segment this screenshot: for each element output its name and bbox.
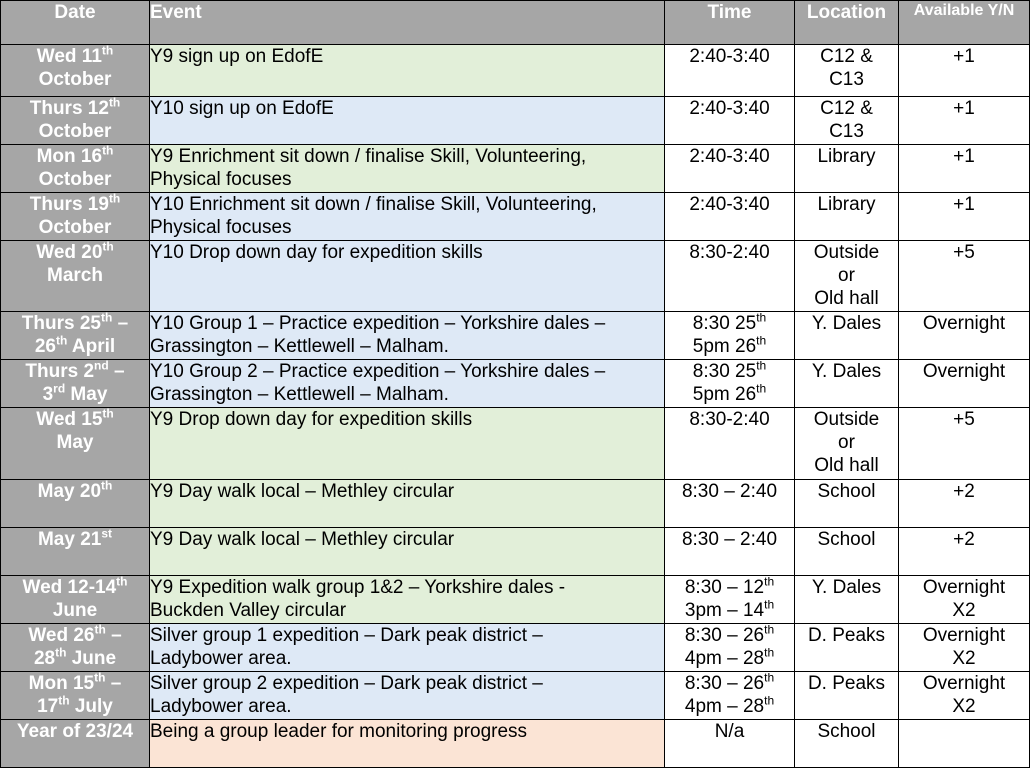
date-line: Wed 15th [36, 407, 114, 430]
date-line: October [38, 169, 112, 190]
date-line: March [47, 265, 103, 286]
date-cell [1, 312, 150, 360]
location-line: Y. Dales [811, 577, 882, 598]
time-line: 8:30-2:40 [689, 242, 770, 263]
event-cell [150, 312, 665, 360]
time-cell [665, 720, 795, 768]
available-cell [899, 312, 1030, 360]
time-cell [665, 408, 795, 480]
location-line: or [838, 432, 855, 453]
event-line: Grassington – Kettlewell – Malham. [150, 384, 449, 405]
date-cell [1, 624, 150, 672]
location-cell [795, 672, 899, 720]
available-line: +2 [953, 529, 975, 550]
available-line: +2 [953, 481, 975, 502]
time-line: 8:30 – 26th [684, 623, 775, 646]
table-row [1, 241, 1030, 312]
available-column-header: Available Y/N [899, 1, 1030, 45]
time-line-suffix: th [764, 693, 775, 708]
time-line: 5pm 26th [692, 333, 767, 357]
date-line-suffix: th [55, 333, 68, 348]
location-line: C12 & [820, 98, 873, 119]
date-line: October [38, 121, 112, 142]
available-line: +1 [953, 146, 975, 167]
available-cell [899, 193, 1030, 241]
available-cell [899, 720, 1030, 768]
location-line: School [817, 721, 876, 742]
location-line: C13 [829, 69, 864, 90]
available-cell [899, 576, 1030, 624]
event-line: Y10 Enrichment sit down / finalise Skill, Volunteering, [150, 194, 597, 215]
table-row [1, 528, 1030, 576]
date-line: May 21st [37, 527, 113, 550]
location-line: School [817, 529, 876, 550]
time-cell [665, 360, 795, 408]
date-cell [1, 408, 150, 480]
event-line: Y10 sign up on EdofE [150, 98, 334, 119]
date-column-header: Date [1, 1, 150, 45]
available-cell [899, 241, 1030, 312]
date-line-suffix: th [94, 671, 106, 685]
date-line: Thurs 19th [29, 192, 121, 215]
table-row [1, 720, 1030, 768]
date-line: 28th June [33, 645, 117, 669]
time-cell [665, 624, 795, 672]
time-line: 8:30 25th [692, 359, 767, 382]
table-row [1, 672, 1030, 720]
available-line: Overnight [922, 361, 1006, 382]
location-line: Outside [813, 409, 880, 430]
time-line: 8:30-2:40 [689, 409, 770, 430]
schedule-body [1, 45, 1030, 768]
time-line: 5pm 26th [692, 381, 767, 405]
time-line: 2:40-3:40 [689, 98, 770, 119]
time-line-suffix: th [764, 597, 775, 612]
event-line: Y10 Group 2 – Practice expedition – Yorkshire dales – [150, 361, 606, 382]
event-cell [150, 45, 665, 97]
available-line: +1 [953, 98, 975, 119]
event-line: Silver group 1 expedition – Dark peak district – [150, 625, 543, 646]
date-cell [1, 241, 150, 312]
event-cell [150, 97, 665, 145]
table-row [1, 312, 1030, 360]
date-line-suffix: th [94, 623, 106, 637]
time-cell [665, 97, 795, 145]
event-cell [150, 528, 665, 576]
available-cell [899, 360, 1030, 408]
time-cell [665, 241, 795, 312]
location-cell [795, 528, 899, 576]
location-cell [795, 576, 899, 624]
location-line: or [838, 265, 855, 286]
time-line-suffix: th [756, 333, 767, 348]
table-row [1, 576, 1030, 624]
event-cell [150, 624, 665, 672]
event-line: Y10 Drop down day for expedition skills [150, 242, 483, 263]
event-line: Grassington – Kettlewell – Malham. [150, 336, 449, 357]
location-line: School [817, 481, 876, 502]
time-cell [665, 193, 795, 241]
event-cell [150, 145, 665, 193]
location-line: D. Peaks [807, 625, 886, 646]
time-line-suffix: th [756, 311, 767, 325]
date-line: 3rd May [42, 381, 108, 405]
time-line-suffix: th [756, 381, 767, 396]
available-cell [899, 528, 1030, 576]
event-line: Physical focuses [150, 217, 292, 238]
location-cell [795, 408, 899, 480]
event-line: Y9 sign up on EdofE [150, 46, 324, 67]
date-line-suffix: st [101, 527, 113, 541]
available-line: +5 [953, 242, 975, 263]
event-line: Being a group leader for monitoring progress [150, 721, 528, 742]
date-line-suffix: th [101, 311, 113, 325]
time-line: 3pm – 14th [684, 597, 775, 621]
available-line: Overnight [922, 313, 1006, 334]
time-line: 2:40-3:40 [689, 146, 770, 167]
available-line: +5 [953, 409, 975, 430]
available-cell [899, 45, 1030, 97]
available-line: X2 [952, 696, 976, 717]
time-line: 8:30 – 26th [684, 671, 775, 694]
event-column-header: Event [150, 1, 665, 45]
date-cell [1, 97, 150, 145]
location-column-header: Location [795, 1, 899, 45]
time-cell [665, 45, 795, 97]
location-cell [795, 720, 899, 768]
date-line: Wed 26th – [28, 623, 122, 646]
date-line-suffix: th [58, 693, 70, 708]
available-line: Overnight [922, 673, 1006, 694]
available-cell [899, 145, 1030, 193]
time-column-header: Time [665, 1, 795, 45]
table-row [1, 45, 1030, 97]
time-line: N/a [714, 721, 745, 742]
available-line: Overnight [922, 577, 1006, 598]
location-cell [795, 97, 899, 145]
time-line-suffix: th [764, 671, 775, 685]
date-line-suffix: th [116, 575, 128, 589]
time-line-suffix: th [764, 645, 775, 660]
location-line: Y. Dales [811, 313, 882, 334]
date-cell [1, 528, 150, 576]
date-line: May [56, 432, 94, 453]
date-cell [1, 360, 150, 408]
date-line: Thurs 12th [29, 96, 121, 119]
time-cell [665, 145, 795, 193]
time-line-suffix: th [764, 623, 775, 637]
location-line: Library [817, 146, 876, 167]
event-cell [150, 360, 665, 408]
event-line: Silver group 2 expedition – Dark peak district – [150, 673, 543, 694]
date-line: Mon 15th – [28, 671, 122, 694]
event-line: Y9 Enrichment sit down / finalise Skill, Volunteering, [150, 146, 587, 167]
time-line: 4pm – 28th [684, 693, 775, 717]
location-cell [795, 193, 899, 241]
event-line: Y9 Expedition walk group 1&2 – Yorkshire dales - [150, 577, 566, 598]
time-cell [665, 312, 795, 360]
date-line-suffix: th [102, 144, 114, 158]
date-line: Wed 11th [36, 44, 114, 67]
time-cell [665, 576, 795, 624]
date-line-suffix: th [108, 192, 121, 206]
date-line: October [38, 69, 112, 90]
available-line: X2 [952, 648, 976, 669]
event-line: Physical focuses [150, 169, 292, 190]
table-row [1, 480, 1030, 528]
location-line: Old hall [814, 288, 879, 309]
event-cell [150, 480, 665, 528]
date-line-suffix: th [102, 240, 114, 254]
table-row [1, 193, 1030, 241]
date-line-suffix: th [101, 479, 113, 493]
date-cell [1, 672, 150, 720]
table-row [1, 145, 1030, 193]
location-line: C12 & [820, 46, 873, 67]
event-cell [150, 576, 665, 624]
date-line-suffix: th [101, 44, 114, 58]
location-cell [795, 480, 899, 528]
time-line: 2:40-3:40 [689, 194, 770, 215]
event-line: Y9 Day walk local – Methley circular [150, 481, 455, 502]
time-line: 8:30 – 12th [684, 575, 775, 598]
location-cell [795, 45, 899, 97]
available-cell [899, 624, 1030, 672]
event-line: Ladybower area. [150, 696, 292, 717]
time-line-suffix: th [756, 359, 767, 373]
table-row [1, 97, 1030, 145]
date-line: Mon 16th [36, 144, 114, 167]
date-line: Thurs 25th – [21, 311, 129, 334]
event-cell [150, 672, 665, 720]
date-cell [1, 45, 150, 97]
date-cell [1, 720, 150, 768]
location-line: Old hall [814, 455, 879, 476]
table-row [1, 360, 1030, 408]
event-line: Y9 Drop down day for expedition skills [150, 409, 473, 430]
location-cell [795, 241, 899, 312]
date-line: May 20th [37, 479, 113, 502]
date-line: Year of 23/24 [16, 721, 134, 742]
location-line: C13 [829, 121, 864, 142]
date-line-suffix: rd [53, 381, 66, 396]
date-line-suffix: nd [94, 359, 109, 373]
time-line-suffix: th [764, 575, 775, 589]
date-line-suffix: th [108, 96, 121, 110]
location-line: Library [817, 194, 876, 215]
event-line: Y10 Group 1 – Practice expedition – Yorkshire dales – [150, 313, 606, 334]
available-line: Overnight [922, 625, 1006, 646]
location-cell [795, 145, 899, 193]
available-line: +1 [953, 194, 975, 215]
date-line: Wed 20th [36, 240, 114, 263]
available-cell [899, 672, 1030, 720]
time-line: 8:30 – 2:40 [681, 529, 778, 550]
date-line: 26th April [34, 333, 116, 357]
location-line: Outside [813, 242, 880, 263]
location-line: D. Peaks [807, 673, 886, 694]
time-line: 8:30 – 2:40 [681, 481, 778, 502]
time-cell [665, 480, 795, 528]
available-cell [899, 408, 1030, 480]
available-cell [899, 97, 1030, 145]
header-row [1, 1, 1030, 45]
time-line: 4pm – 28th [684, 645, 775, 669]
available-cell [899, 480, 1030, 528]
date-cell [1, 480, 150, 528]
event-line: Ladybower area. [150, 648, 292, 669]
available-line: X2 [952, 600, 976, 621]
date-line: June [52, 600, 98, 621]
time-line: 8:30 25th [692, 311, 767, 334]
date-line: Thurs 2nd – [25, 359, 125, 382]
location-cell [795, 312, 899, 360]
date-line-suffix: th [55, 645, 67, 660]
date-line-suffix: th [102, 407, 114, 421]
date-line: October [38, 217, 112, 238]
time-cell [665, 528, 795, 576]
time-line: 2:40-3:40 [689, 46, 770, 67]
event-line: Y9 Day walk local – Methley circular [150, 529, 455, 550]
event-cell [150, 193, 665, 241]
location-cell [795, 624, 899, 672]
date-cell [1, 145, 150, 193]
location-cell [795, 360, 899, 408]
event-line: Buckden Valley circular [150, 600, 347, 621]
date-line: Wed 12-14th [22, 575, 128, 598]
event-cell [150, 408, 665, 480]
location-line: Y. Dales [811, 361, 882, 382]
event-cell [150, 241, 665, 312]
table-row [1, 408, 1030, 480]
date-cell [1, 576, 150, 624]
date-line: 17th July [37, 693, 113, 717]
table-row [1, 624, 1030, 672]
available-line: +1 [953, 46, 975, 67]
date-cell [1, 193, 150, 241]
event-cell [150, 720, 665, 768]
time-cell [665, 672, 795, 720]
